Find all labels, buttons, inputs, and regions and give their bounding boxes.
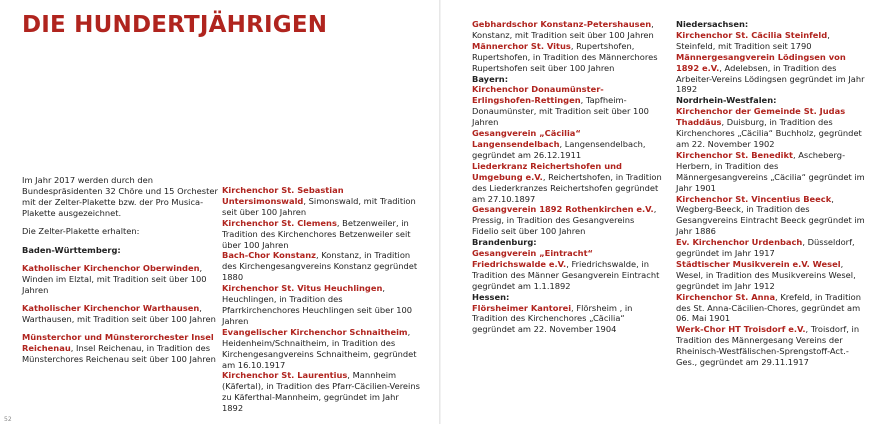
choir-detail: , Ascheberg-Herbern, in Tradition des Männergesangvereins „Cäcilia“ gegründet im Jahr 1901 xyxy=(676,149,865,193)
choir-detail: , Steinfeld, mit Tradition seit 1790 xyxy=(676,29,830,51)
choir-detail: , Krefeld, in Tradition des St. Anna-Cäcilien-Chores, gegründet am 06. Mai 1901 xyxy=(676,291,861,324)
choir-name: Männerchor St. Vitus xyxy=(472,40,571,51)
choir-detail: , Mannheim (Käfertal), in Tradition des Pfarr-Cäcilien-Vereins zu Käferthal-Mannheim, gegründet im Jahr 1892 xyxy=(222,370,420,414)
choir-name: Werk-Chor HT Troisdorf e.V. xyxy=(676,324,806,335)
choir-name: Liederkranz Reichertshofen und Umgebung e.V. xyxy=(472,160,622,182)
page-title: DIE HUNDERTJÄHRIGEN xyxy=(22,12,328,38)
choir-entry xyxy=(472,161,662,205)
choir-entry xyxy=(472,303,662,336)
choir-detail: , Düsseldorf, gegründet im Jahr 1917 xyxy=(676,237,855,259)
region-heading: Nordrhein-Westfalen: xyxy=(676,95,777,106)
choir-entry xyxy=(676,194,868,238)
choir-entry xyxy=(676,259,868,292)
choir-name: Städtischer Musikverein e.V. Wesel xyxy=(676,258,841,269)
page-fold xyxy=(439,0,441,424)
choir-detail: , Langensendelbach, gegründet am 26.12.1911 xyxy=(472,138,646,160)
choir-entry xyxy=(22,263,220,296)
choir-name: Flörsheimer Kantorei xyxy=(472,302,572,313)
choir-entry xyxy=(222,327,422,371)
choir-entry xyxy=(222,370,422,414)
choir-detail: , Duisburg, in Tradition des Kirchenchores „Cäcilia“ Buchholz, gegründet am 22. November 1902 xyxy=(676,117,862,149)
choir-name: Kirchenchor der Gemeinde St. Judas Thaddäus xyxy=(676,106,846,128)
choir-entry xyxy=(676,30,868,52)
choir-detail: , Betzenweiler, in Tradition des Kirchenchores Betzenweiler seit über 100 Jahren xyxy=(222,217,411,250)
choir-name: Kirchenchor St. Vitus Heuchlingen xyxy=(222,283,383,294)
choir-detail: , Rupertshofen, Rupertshofen, in Tradition des Männerchores Rupertshofen seit über 100 Jahren xyxy=(472,40,658,73)
region-heading: Brandenburg: xyxy=(472,237,537,248)
choir-name: Kirchenchor St. Sebastian Untersimonswald xyxy=(222,185,344,206)
region-heading: Hessen: xyxy=(472,291,510,302)
choir-entry xyxy=(472,41,662,74)
choir-detail: , Konstanz, mit Tradition seit über 100 Jahren xyxy=(472,19,654,40)
choir-name: Männergesangverein Lödingsen von 1892 e.V. xyxy=(676,51,846,73)
choir-detail: , Wesel, in Tradition des Musikvereins Wesel, gegründet im Jahr 1912 xyxy=(676,258,856,291)
column-2 xyxy=(222,185,422,414)
choir-detail: , Insel Reichenau, in Tradition des Münsterchores Reichenau seit über 100 Jahren xyxy=(22,343,216,365)
choir-entry xyxy=(472,128,662,161)
choir-entry xyxy=(22,332,220,365)
choir-name: Katholischer Kirchenchor Oberwinden xyxy=(22,262,200,273)
choir-entry xyxy=(222,283,422,327)
choir-detail: , Konstanz, in Tradition des Kirchengesangvereins Konstanz gegründet 1880 xyxy=(222,250,418,283)
choir-name: Münsterchor und Münsterorchester Insel Reichenau xyxy=(22,332,214,354)
choir-name: Gesangverein „Cäcilia“ Langensendelbach xyxy=(472,128,581,149)
choir-entry xyxy=(472,84,662,128)
intro-block xyxy=(22,175,220,373)
choir-entry xyxy=(676,324,868,368)
choir-detail: , Simonswald, mit Tradition seit über 100 Jahren xyxy=(222,195,416,217)
choir-name: Kirchenchor St. Cäcilia Steinfeld xyxy=(676,29,828,40)
choir-detail: , Adelebsen, in Tradition des Arbeiter-Vereins Lödingsen gegründet im Jahr 1892 xyxy=(676,62,865,95)
choir-name: Gebhardschor Konstanz-Petershausen xyxy=(472,19,652,29)
page-number: 52 xyxy=(4,416,12,423)
column-4 xyxy=(676,19,868,368)
choir-entry xyxy=(222,185,422,218)
region-heading: Baden-Württemberg: xyxy=(22,244,121,255)
choir-name: Kirchenchor St. Benedikt xyxy=(676,149,793,160)
column-3 xyxy=(472,19,662,335)
choir-detail: , Tapfheim-Donaumünster, mit Tradition seit über 100 Jahren xyxy=(472,95,649,128)
choir-name: Kirchenchor St. Clemens xyxy=(222,217,337,228)
choir-detail: , Troisdorf, in Tradition des Männergesang Vereins der Rheinisch-Westfälischen-Sprengstoff-Act.-Ges., gegründet am 29.11.1917 xyxy=(676,324,860,368)
choir-detail: , Winden im Elztal, mit Tradition seit über 100 Jahren xyxy=(22,262,207,295)
region-heading: Niedersachsen: xyxy=(676,19,749,29)
choir-name: Kirchenchor Donaumünster-Erlingshofen-Rettingen xyxy=(472,84,604,106)
intro-paragraph: Im Jahr 2017 werden durch den Bundespräsidenten 32 Chöre und 15 Orchester mit der Zelter-Plakette bzw. der Pro Musica-Plakette ausgezeichnet. xyxy=(22,175,218,218)
choir-entry xyxy=(222,218,422,251)
choir-name: Kirchenchor St. Laurentius xyxy=(222,370,348,381)
choir-name: Gesangverein „Eintracht“ Friedrichswalde e.V. xyxy=(472,248,593,269)
choir-entry xyxy=(472,19,662,41)
choir-detail: , Warthausen, mit Tradition seit über 100 Jahren xyxy=(22,303,216,325)
choir-name: Gesangverein 1892 Rothenkirchen e.V. xyxy=(472,204,654,215)
choir-name: Kirchenchor St. Vincentius Beeck xyxy=(676,193,832,204)
choir-entry xyxy=(676,237,868,259)
choir-entry xyxy=(222,250,422,283)
choir-entry xyxy=(676,150,868,194)
region-heading: Bayern: xyxy=(472,73,509,84)
choir-detail: , Wegberg-Beeck, in Tradition des Gesangvereins Eintracht Beeck gegründet im Jahr 1886 xyxy=(676,193,865,237)
choir-name: Kirchenchor St. Anna xyxy=(676,291,776,302)
choir-detail: , Flörsheim , in Tradition des Kirchenchores „Cäcilia“ gegründet am 22. November 1904 xyxy=(472,302,633,335)
column-1 xyxy=(22,245,220,366)
choir-detail: , Heidenheim/Schnaitheim, in Tradition des Kirchengesangvereins Schnaitheim, gegründet am 16.10.1917 xyxy=(222,326,417,370)
choir-entry xyxy=(676,106,868,150)
choir-detail: , Friedrichswalde, in Tradition des Männer Gesangverein Eintracht gegründet am 1.1.1892 xyxy=(472,258,660,291)
intro-lead: Die Zelter-Plakette erhalten: xyxy=(22,226,140,237)
choir-name: Katholischer Kirchenchor Warthausen xyxy=(22,303,200,314)
choir-detail: , Reichertshofen, in Tradition des Liederkranzes Reichertshofen gegründet am 27.10.1897 xyxy=(472,171,662,204)
choir-entry xyxy=(472,248,662,292)
choir-name: Bach-Chor Konstanz xyxy=(222,250,316,261)
choir-entry xyxy=(472,204,662,237)
choir-entry xyxy=(22,303,220,325)
choir-entry xyxy=(676,292,868,325)
choir-name: Evangelischer Kirchenchor Schnaitheim xyxy=(222,326,408,337)
choir-entry xyxy=(676,52,868,96)
choir-detail: , Heuchlingen, in Tradition des Pfarrkirchenchores Heuchlingen seit über 100 Jahren xyxy=(222,283,413,326)
choir-detail: , Pressig, in Tradition des Gesangvereins Fidelio seit über 100 Jahren xyxy=(472,204,657,237)
choir-name: Ev. Kirchenchor Urdenbach xyxy=(676,237,803,248)
